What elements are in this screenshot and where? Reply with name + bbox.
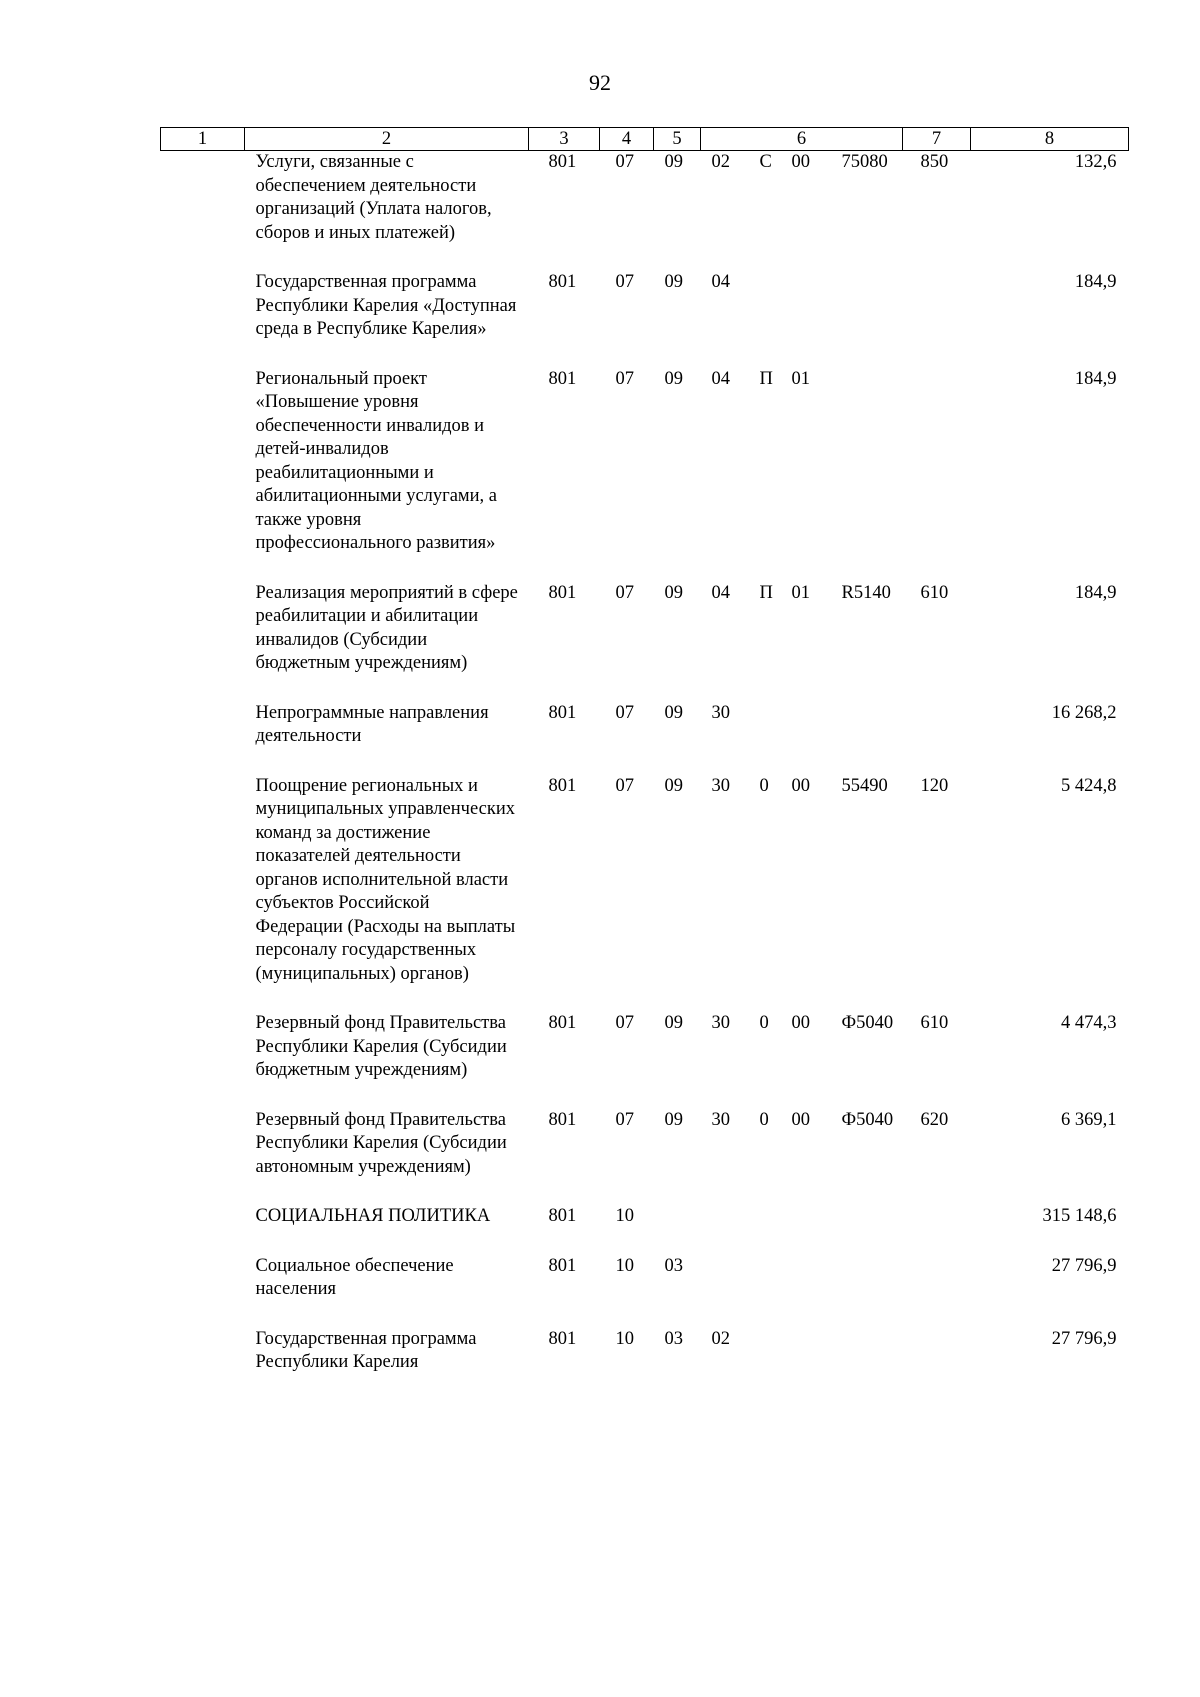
cell-name: Региональный проект «Повышение уровня обеспеченности инвалидов и детей-инвалидов реабилитационными и абилитационными услугами, а также уровня профессионального развития» [255,368,498,553]
cell-amount: 184,9 [1074,582,1117,603]
cell-col-1 [161,1255,245,1328]
header-col-7: 7 [903,128,971,151]
cell-col-1 [161,1328,245,1401]
cell-col-1 [161,702,245,775]
cell-name: Резервный фонд Правительства Республики Карелия (Субсидии автономным учреждениям) [255,1109,507,1177]
cell-name: Услуги, связанные с обеспечением деятельности организаций (Уплата налогов, сборов и иных платежей) [255,152,492,243]
cell-target-subprogram [751,271,786,368]
cell-amount: 27 796,9 [1051,1328,1117,1349]
cell-amount: 6 369,1 [1061,1109,1117,1130]
table-body [161,151,1129,1401]
cell-section: 07 [615,272,634,292]
cell-target-direction [836,1328,903,1401]
cell-target-direction: Ф5040 [841,1013,894,1033]
cell-amount: 4 474,3 [1061,1013,1117,1033]
cell-target-program [701,1255,751,1328]
cell-target-program: 30 [711,1013,730,1033]
cell-name: Непрограммные направления деятельности [255,702,489,746]
table-row [161,1255,1129,1328]
cell-grbs: 801 [548,1255,577,1276]
cell-expense-type: 610 [920,582,949,603]
cell-expense-type: 850 [920,152,949,172]
cell-subsection: 09 [664,152,683,172]
cell-subsection: 03 [664,1255,683,1276]
cell-name: Социальное обеспечение населения [255,1255,454,1299]
cell-col-1 [161,775,245,1013]
table-row [161,1012,1129,1109]
cell-target-event: 00 [791,775,810,796]
cell-col-1 [161,1109,245,1206]
cell-section: 10 [615,1255,634,1276]
cell-target-event [786,702,836,775]
cell-target-program: 30 [711,702,730,723]
cell-expense-type [903,702,971,775]
cell-amount: 315 148,6 [1042,1206,1117,1226]
cell-subsection [654,1205,701,1255]
cell-name: Поощрение региональных и муниципальных управленческих команд за достижение показателей деятельности органов исполнительной власти субъектов Российской Федерации (Расходы на выплаты персоналу государственных (муниципальных) органов) [255,775,516,984]
header-col-8: 8 [971,128,1129,151]
cell-section: 07 [615,1109,634,1130]
cell-target-event: 01 [791,582,810,603]
cell-subsection: 09 [664,368,683,389]
cell-target-event [786,1255,836,1328]
table-row [161,1328,1129,1401]
cell-target-direction: Ф5040 [841,1109,894,1130]
cell-target-direction [836,368,903,582]
cell-target-subprogram [751,1328,786,1401]
cell-amount: 16 268,2 [1051,702,1117,723]
cell-expense-type [903,368,971,582]
cell-section: 07 [615,582,634,603]
cell-target-subprogram: П [759,368,773,389]
cell-section: 07 [615,775,634,796]
cell-target-event: 00 [791,152,810,172]
cell-target-subprogram: П [759,582,773,603]
cell-grbs: 801 [548,1013,577,1033]
cell-expense-type [903,1255,971,1328]
cell-target-event [786,1205,836,1255]
cell-name: Резервный фонд Правительства Республики Карелия (Субсидии бюджетным учреждениям) [255,1013,507,1080]
table-row [161,368,1129,582]
header-col-6: 6 [701,128,903,151]
cell-name: СОЦИАЛЬНАЯ ПОЛИТИКА [255,1206,491,1226]
cell-target-direction: 55490 [841,775,888,796]
cell-target-subprogram [751,702,786,775]
cell-target-program: 04 [711,582,730,603]
cell-grbs: 801 [548,1109,577,1130]
cell-grbs: 801 [548,1328,577,1349]
header-col-4: 4 [600,128,654,151]
cell-section: 10 [615,1206,634,1226]
table-row [161,1205,1129,1255]
table-row [161,1109,1129,1206]
cell-target-event [786,1328,836,1401]
cell-grbs: 801 [548,702,577,723]
cell-name: Государственная программа Республики Карелия [255,1328,477,1372]
cell-target-subprogram: 0 [759,775,769,796]
budget-table [160,127,1129,1401]
header-col-2: 2 [245,128,529,151]
cell-subsection: 09 [664,272,683,292]
cell-subsection: 03 [664,1328,683,1349]
table-row [161,702,1129,775]
cell-subsection: 09 [664,1109,683,1130]
cell-section: 07 [615,1013,634,1033]
cell-expense-type [903,271,971,368]
cell-amount: 184,9 [1074,272,1117,292]
cell-target-event [786,271,836,368]
table-row [161,271,1129,368]
cell-expense-type [903,1328,971,1401]
cell-expense-type [903,1205,971,1255]
cell-target-program [701,1205,751,1255]
cell-target-program: 30 [711,775,730,796]
cell-target-event: 00 [791,1109,810,1130]
cell-target-direction: 75080 [841,152,888,172]
cell-amount: 5 424,8 [1061,775,1117,796]
cell-expense-type: 120 [920,775,949,796]
cell-expense-type: 610 [920,1013,949,1033]
cell-col-1 [161,271,245,368]
cell-grbs: 801 [548,272,577,292]
cell-target-direction [836,702,903,775]
cell-target-program: 04 [711,272,730,292]
cell-grbs: 801 [548,775,577,796]
cell-grbs: 801 [548,582,577,603]
table-row [161,582,1129,702]
table-row [161,151,1129,272]
cell-target-subprogram: 0 [759,1013,769,1033]
cell-subsection: 09 [664,775,683,796]
cell-target-event: 00 [791,1013,810,1033]
cell-col-1 [161,151,245,272]
cell-subsection: 09 [664,702,683,723]
header-col-5: 5 [654,128,701,151]
cell-col-1 [161,1012,245,1109]
cell-target-event: 01 [791,368,810,389]
cell-target-subprogram: 0 [759,1109,769,1130]
cell-target-direction [836,271,903,368]
table-row [161,775,1129,1013]
cell-amount: 27 796,9 [1051,1255,1117,1276]
cell-expense-type: 620 [920,1109,949,1130]
cell-target-program: 02 [711,1328,730,1349]
page-number: 92 [589,70,611,95]
cell-amount: 184,9 [1074,368,1117,389]
cell-grbs: 801 [548,1206,577,1226]
cell-col-1 [161,1205,245,1255]
cell-target-subprogram: С [759,152,772,172]
cell-target-program: 02 [711,152,730,172]
table-header [161,128,1129,151]
cell-section: 07 [615,368,634,389]
header-col-1: 1 [161,128,245,151]
cell-section: 07 [615,152,634,172]
cell-target-subprogram [751,1205,786,1255]
cell-name: Реализация мероприятий в сфере реабилитации и абилитации инвалидов (Субсидии бюджетным учреждениям) [255,582,518,673]
header-col-3: 3 [529,128,600,151]
cell-section: 07 [615,702,634,723]
cell-subsection: 09 [664,1013,683,1033]
cell-grbs: 801 [548,368,577,389]
cell-amount: 132,6 [1074,152,1117,172]
cell-col-1 [161,582,245,702]
cell-target-direction: R5140 [841,582,891,603]
cell-subsection: 09 [664,582,683,603]
cell-grbs: 801 [548,152,577,172]
cell-target-subprogram [751,1255,786,1328]
cell-name: Государственная программа Республики Карелия «Доступная среда в Республике Карелия» [255,272,517,339]
cell-col-1 [161,368,245,582]
cell-target-program: 04 [711,368,730,389]
cell-target-direction [836,1255,903,1328]
cell-target-direction [836,1205,903,1255]
cell-target-program: 30 [711,1109,730,1130]
cell-section: 10 [615,1328,634,1349]
